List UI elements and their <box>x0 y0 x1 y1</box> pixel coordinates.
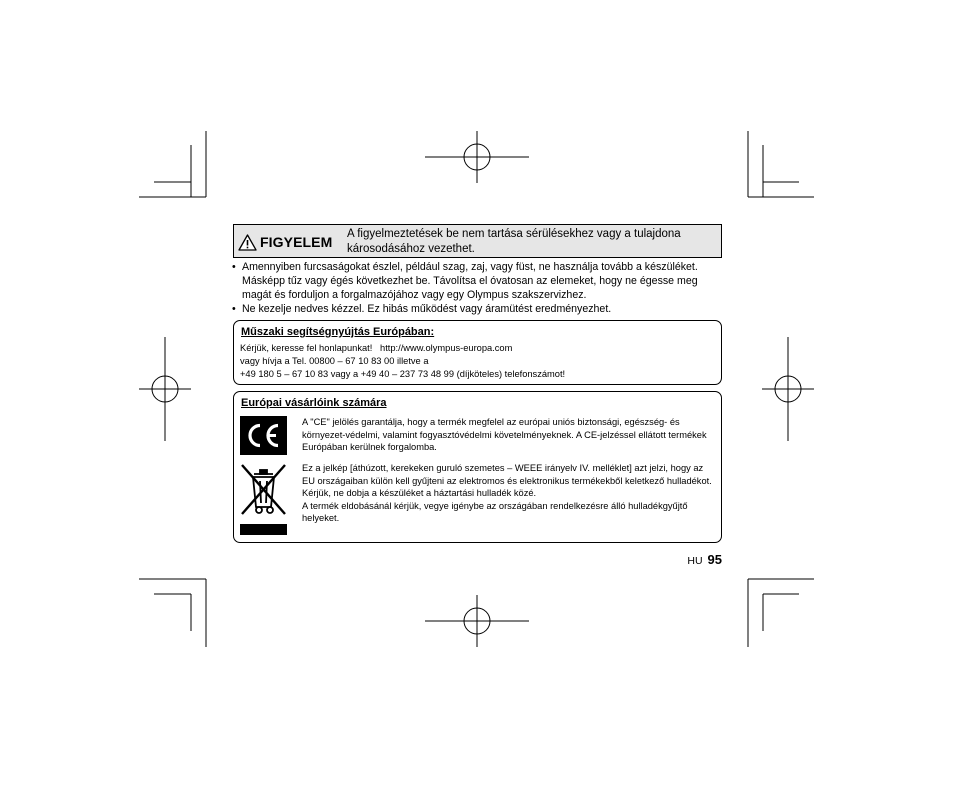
crossed-bin-icon <box>240 463 287 536</box>
weee-line: Kérjük, ne dobja a készüléket a háztartási hulladék közé. <box>302 488 537 498</box>
support-line: +49 180 5 – 67 10 83 vagy a +49 40 – 237 73 48 99 (díjköteles) telefonszámot! <box>240 369 566 379</box>
registration-mark-right <box>762 337 814 441</box>
list-item: • Amennyiben furcsaságokat észlel, például szag, zaj, vagy füst, ne használja tovább a készüléket. Másképp tűz vagy égés következhet be. Távolítsa el óvatosan az elemeket, hogy ne égesse meg magát és forduljon a forgalmazójához vagy egy Olympus szakszervizhez. <box>232 260 724 302</box>
registration-mark-top <box>425 131 529 183</box>
registration-mark-left <box>139 337 191 441</box>
support-line: Kérjük, keresse fel honlapunkat! http://www.olympus-europa.com <box>240 343 513 353</box>
list-item: • Ne kezelje nedves kézzel. Ez hibás működést vagy áramütést eredményezhet. <box>232 302 724 316</box>
precautions-list <box>232 260 724 316</box>
page-number <box>687 552 722 567</box>
warning-title: FIGYELEM <box>260 234 333 250</box>
warning-box <box>233 224 722 258</box>
warning-triangle-icon <box>238 234 257 251</box>
ce-text: A "CE" jelölés garantálja, hogy a termék megfelel az európai uniós biztonsági, egészség- és környezet-védelmi, valamint fogyasztóvédelmi követelményeknek. A CE-jelzéssel ellátott termékek Európában kerülnek forgalomba. <box>302 417 707 452</box>
weee-line: Ez a jelkép [áthúzott, kerekeken guruló szemetes – WEEE irányelv IV. melléklet] azt jelzi, hogy az EU országaiban külön kell gyűjteni az elektromos és elektronikus termékekből keletkező hulladékot. <box>302 463 712 486</box>
warning-label <box>238 231 332 253</box>
support-title: Műszaki segítségnyújtás Európában: <box>241 326 435 338</box>
ce-mark-icon <box>240 416 287 455</box>
support-text <box>240 342 565 381</box>
support-box <box>233 320 722 385</box>
page-number-value: 95 <box>707 552 722 567</box>
weee-text <box>302 462 716 525</box>
language-code: HU <box>687 555 703 567</box>
weee-line: A termék eldobásánál kérjük, vegye igénybe az országában rendelkezésre álló hulladékgyűjtő helyeket. <box>302 500 688 523</box>
registration-mark-bottom <box>425 595 529 647</box>
customers-box <box>233 391 722 543</box>
support-line: vagy hívja a Tel. 00800 – 67 10 83 00 illetve a <box>240 356 429 366</box>
customers-title: Európai vásárlóink számára <box>241 397 387 409</box>
warning-text: A figyelmeztetések be nem tartása sérülésekhez vagy a tulajdona károsodásához vezethet. <box>347 228 681 255</box>
